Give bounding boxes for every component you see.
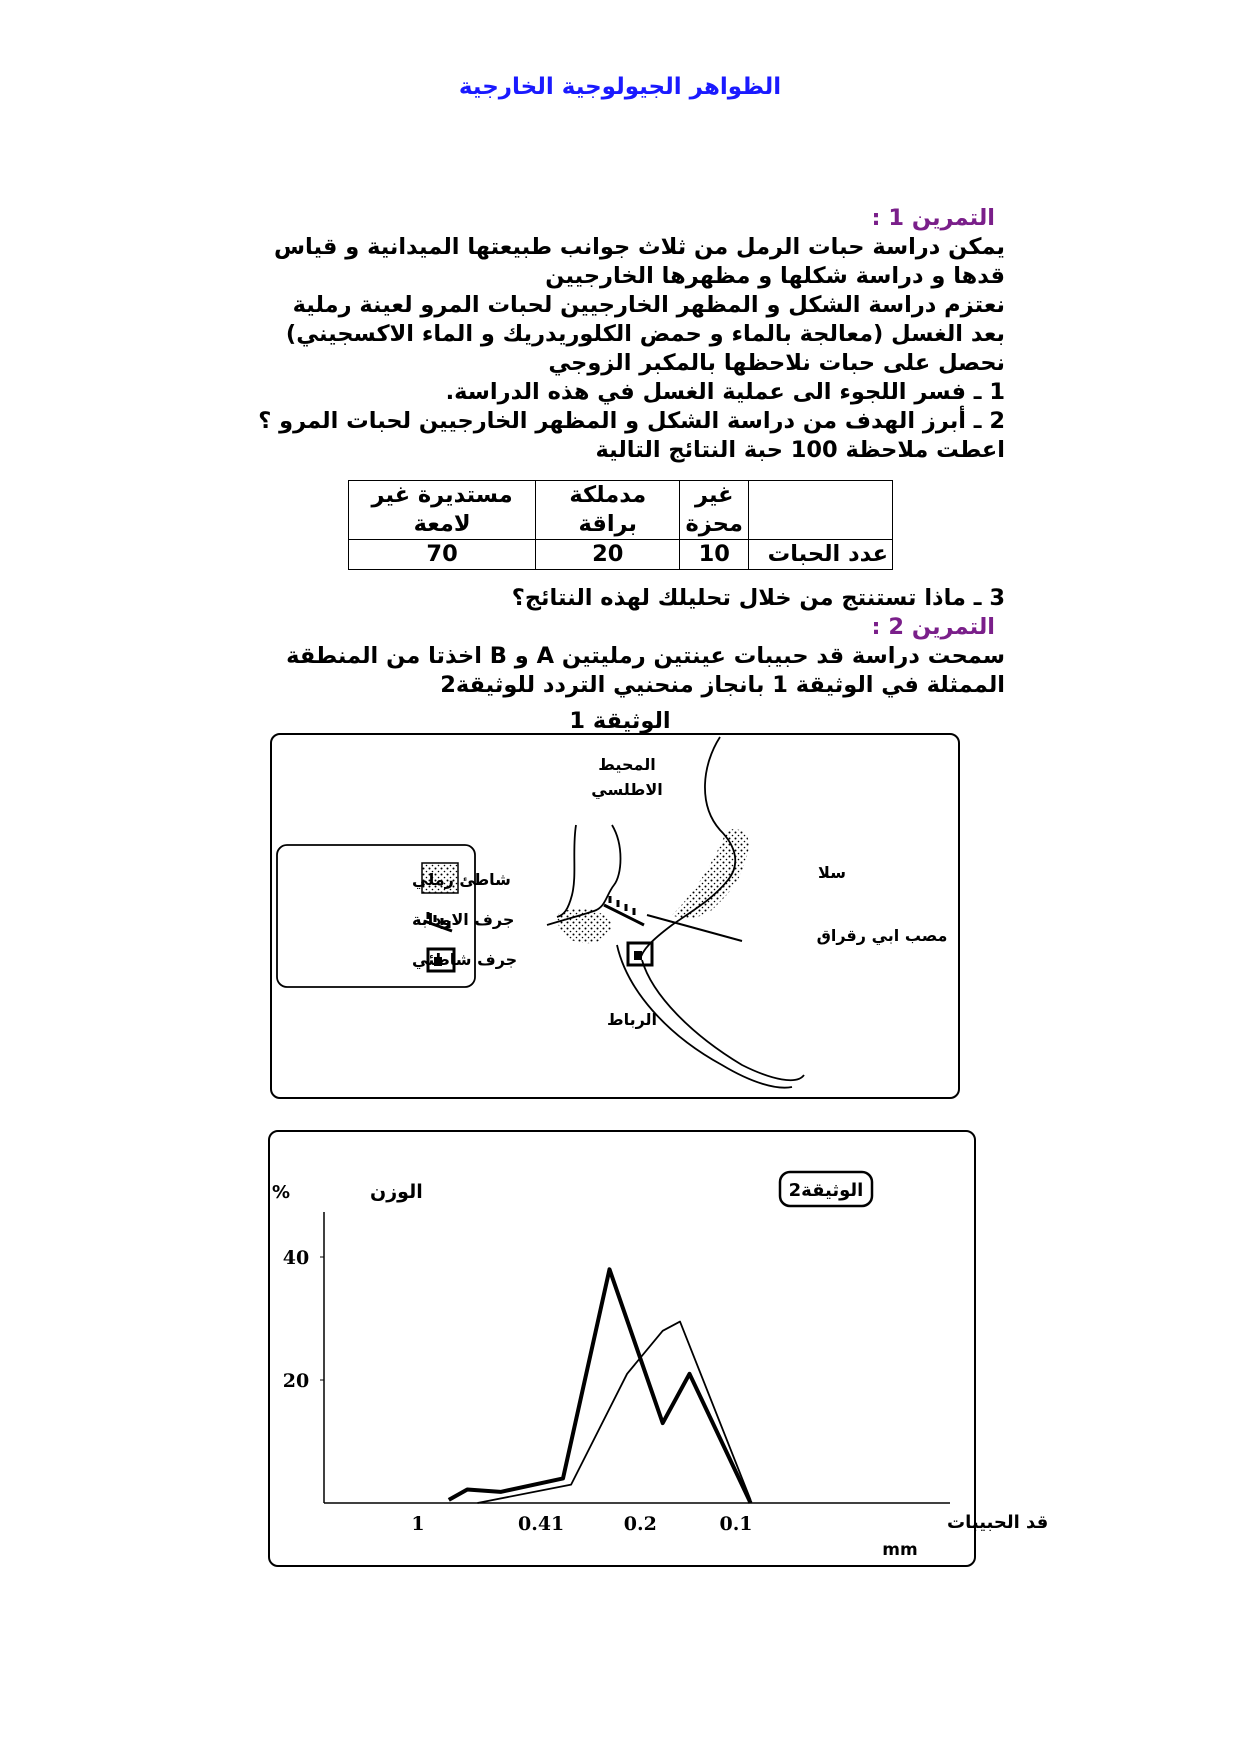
x-axis-title: قد الحبيبات xyxy=(947,1512,1049,1533)
sale-label: سلا xyxy=(818,863,846,882)
table-header-cell: غير محزة xyxy=(680,481,749,540)
x-tick-label: 0.41 xyxy=(517,1513,565,1535)
river-bank-left xyxy=(557,825,576,917)
doc2-label: الوثيقة2 xyxy=(788,1180,864,1201)
table-cell: 10 xyxy=(680,540,749,570)
sandy-beach-north xyxy=(672,829,749,918)
ocean-label-line1: المحيط xyxy=(598,755,656,774)
exercise1-line: قدها و دراسة شكلها و مظهرها الخارجيين xyxy=(545,263,1005,289)
chart-series xyxy=(449,1269,751,1503)
exercise1-block xyxy=(240,204,1005,465)
question-1: 1 ـ فسر اللجوء الى عملية الغسل في هذه الدراسة. xyxy=(445,379,1005,405)
y-tick-label: 40 xyxy=(282,1247,310,1269)
map-coastal-cliff-inner xyxy=(634,951,642,960)
document1-label: الوثيقة 1 xyxy=(569,708,671,734)
y-axis-title: الوزن xyxy=(370,1181,423,1203)
exercise1-line: بعد الغسل (معالجة بالماء و حمض الكلوريدريك و الماء الاكسجيني) xyxy=(285,321,1005,347)
map-svg xyxy=(272,735,962,1101)
x-tick-label: 1 xyxy=(411,1513,425,1535)
exercise1-line: اعطت ملاحظة 100 حبة النتائج التالية xyxy=(595,437,1005,463)
exercise2-line: سمحت دراسة قد حبيبات عينتين رمليتين A و B اخذتا من المنطقة xyxy=(286,643,1005,669)
table-header-row xyxy=(349,481,893,540)
x-tick-label: 0.2 xyxy=(623,1513,657,1535)
map-valley-cliff xyxy=(604,896,644,925)
rabat-label: الرباط xyxy=(606,1010,658,1029)
exercise1-heading: التمرين 1 : xyxy=(871,205,995,231)
document1-map xyxy=(270,733,960,1099)
ocean-label-line2: الاطلسي xyxy=(591,780,663,799)
exercise2-block xyxy=(240,584,1005,700)
exercise1-line: نحصل على حبات نلاحظها بالمكبر الزوجي xyxy=(548,350,1005,376)
table-row-label: عدد الحبات xyxy=(749,540,893,570)
table-header-cell xyxy=(749,481,893,540)
x-axis-unit: mm xyxy=(882,1540,918,1560)
legend-valley-cliff: جرف الاودابة xyxy=(412,910,515,929)
exercise2-line: الممثلة في الوثيقة 1 بانجاز منحنيي التردد للوثيقة2 xyxy=(440,672,1005,698)
table-row xyxy=(349,540,893,570)
y-axis-unit: % xyxy=(271,1182,290,1203)
estuary-leader-line xyxy=(647,915,742,941)
question-3: 3 ـ ماذا تستنتج من خلال تحليلك لهذه النتائج؟ xyxy=(511,585,1005,611)
river-bank-east xyxy=(642,960,804,1080)
legend-coastal-cliff: جرف شاطئي xyxy=(412,950,518,969)
chart-svg xyxy=(270,1132,1049,1569)
question-2: 2 ـ أبرز الهدف من دراسة الشكل و المظهر الخارجيين لحبات المرو ؟ xyxy=(258,408,1005,434)
estuary-label: مصب ابي رقراق xyxy=(816,926,948,945)
table-header-cell: مدملكة براقة xyxy=(536,481,680,540)
exercise1-line: يمكن دراسة حبات الرمل من ثلاث جوانب طبيعتها الميدانية و قياس xyxy=(274,234,1005,260)
grain-results-table xyxy=(348,480,893,570)
table-header-cell: مستديرة غير لامعة xyxy=(349,481,536,540)
page-title: الظواهر الجيولوجية الخارجية xyxy=(458,74,782,100)
table-cell: 20 xyxy=(536,540,680,570)
sandy-beach-south xyxy=(557,908,611,943)
table-cell: 70 xyxy=(349,540,536,570)
exercise2-heading: التمرين 2 : xyxy=(871,614,995,640)
document2-chart xyxy=(268,1130,1049,1567)
legend-sandy-beach: شاطئ رملي xyxy=(412,870,511,889)
y-tick-label: 20 xyxy=(282,1370,310,1392)
exercise1-line: نعتزم دراسة الشكل و المظهر الخارجيين لحبات المرو لعينة رملية xyxy=(292,292,1005,318)
x-tick-label: 0.1 xyxy=(719,1513,753,1535)
